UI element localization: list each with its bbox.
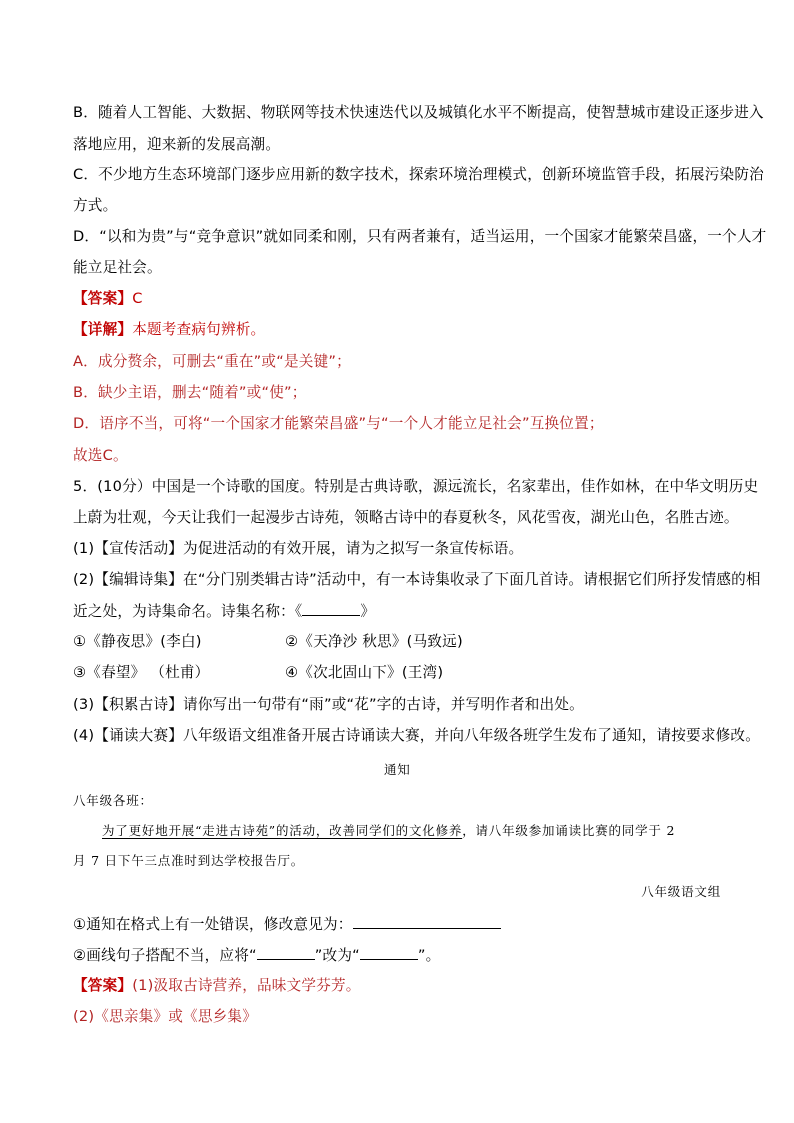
task-1 xyxy=(73,914,501,935)
task-1-text: ①通知在格式上有一处错误，修改意见为： xyxy=(73,916,353,933)
answer-line xyxy=(73,289,143,309)
poem-3: ③《春望》 （杜甫） xyxy=(73,664,210,681)
poem-1: ①《静夜思》(李白) xyxy=(73,633,202,650)
detail-text: 本题考查病句辨析。 xyxy=(132,321,266,338)
option-d-line2: 能立足社会。 xyxy=(73,259,162,276)
notice-body-line2: 月 7 日下午三点准时到达学校报告厅。 xyxy=(73,853,305,868)
notice-salutation: 八年级各班： xyxy=(73,793,153,808)
answer-5-label: 【答案】 xyxy=(73,977,133,994)
answer-5-line1 xyxy=(73,976,361,996)
poem-2: ②《天净沙 秋思》(马致远) xyxy=(285,633,463,650)
sub-question-3: (3)【积累古诗】请你写出一句带有“雨”或“花”字的古诗，并写明作者和出处。 xyxy=(73,696,584,713)
sub-question-2-line1: (2)【编辑诗集】在“分门别类辑古诗”活动中，有一本诗集收录了下面几首诗。请根据它们所抒发情感的相 xyxy=(73,571,761,588)
notice-signature: 八年级语文组 xyxy=(641,884,721,899)
original-phrase-blank[interactable] xyxy=(257,945,315,960)
sub-question-2-close: 》 xyxy=(360,603,376,620)
conclusion: 故选C。 xyxy=(73,447,128,464)
task-2-mid: ”改为“ xyxy=(314,947,360,964)
format-fix-blank[interactable] xyxy=(353,914,501,929)
task-2-text: ②画线句子搭配不当，应将“ xyxy=(73,947,257,964)
explanation-d: D．语序不当，可将“一个国家才能繁荣昌盛”与“一个人才能立足社会”互换位置； xyxy=(73,415,604,432)
answer-label: 【答案】 xyxy=(73,290,133,307)
option-b-line1: B．随着人工智能、大数据、物联网等技术快速迭代以及城镇化水平不断提高，使智慧城市建设正逐步进入 xyxy=(73,104,764,121)
answer-5-line2: (2)《思亲集》或《思乡集》 xyxy=(73,1008,258,1025)
option-c-line1: C．不少地方生态环境部门逐步应用新的数字技术，探索环境治理模式，创新环境监管手段，拓展污染防治 xyxy=(73,166,764,183)
answer-value: C xyxy=(132,290,143,307)
explanation-b: B．缺少主语，删去“随着”或“使”； xyxy=(73,384,307,401)
collection-name-blank[interactable] xyxy=(302,601,360,616)
sub-question-2-text: 近之处，为诗集命名。诗集名称：《 xyxy=(73,603,303,620)
detail-line xyxy=(73,320,265,340)
detail-label: 【详解】 xyxy=(73,321,133,338)
notice-underlined-sentence: 为了更好地开展“走进古诗苑”的活动，改善同学们的文化修养 xyxy=(102,823,463,838)
option-d-line1: D．“以和为贵”与“竞争意识”就如同柔和刚，只有两者兼有，适当运用，一个国家才能繁荣昌盛，一个人才 xyxy=(73,228,767,245)
task-2-end: ”。 xyxy=(417,947,441,964)
notice-body-line1 xyxy=(102,822,675,840)
sub-question-2-line2 xyxy=(73,601,375,622)
option-b-line2: 落地应用，迎来新的发展高潮。 xyxy=(73,136,281,153)
answer-5-part1: (1)汲取古诗营养，品味文学芬芳。 xyxy=(132,977,361,994)
sub-question-1: (1)【宣传活动】为促进活动的有效开展，请为之拟写一条宣传标语。 xyxy=(73,540,524,557)
replacement-phrase-blank[interactable] xyxy=(360,945,418,960)
notice-title: 通知 xyxy=(384,762,411,777)
sub-question-4: (4)【诵读大赛】八年级语文组准备开展古诗诵读大赛，并向八年级各班学生发布了通知，请按要求修改。 xyxy=(73,727,760,744)
task-2 xyxy=(73,945,440,966)
question-5-line1: 5．(10分）中国是一个诗歌的国度。特别是古典诗歌，源远流长，名家辈出，佳作如林，在中华文明历史 xyxy=(73,478,759,495)
poem-4: ④《次北固山下》(王湾) xyxy=(285,664,444,681)
notice-body-rest: ，请八年级参加诵读比赛的同学于 2 xyxy=(462,823,676,838)
question-5-line2: 上蔚为壮观，今天让我们一起漫步古诗苑，领略古诗中的春夏秋冬，风花雪夜，湖光山色，名胜古迹。 xyxy=(73,509,739,526)
option-c-line2: 方式。 xyxy=(73,197,118,214)
explanation-a: A．成分赘余，可删去“重在”或“是关键”； xyxy=(73,353,351,370)
